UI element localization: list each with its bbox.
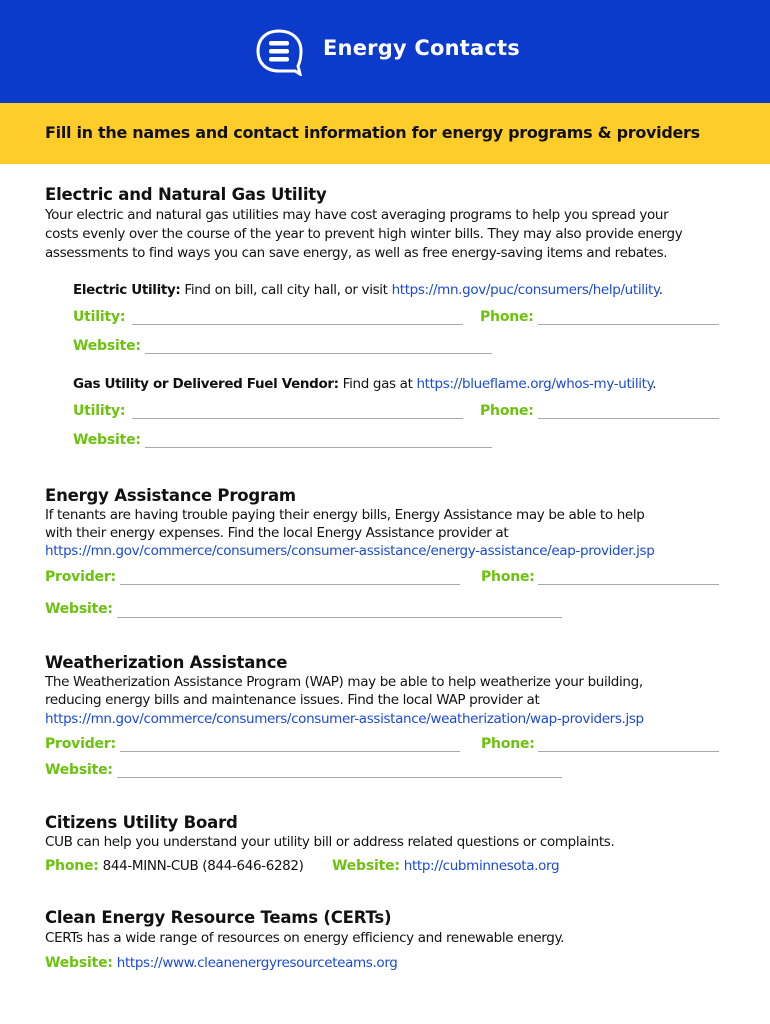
wap-website-label: Website: — [45, 762, 113, 778]
eap-phone-label: Phone: — [481, 569, 535, 585]
electric-phone-field[interactable] — [538, 324, 719, 325]
gas-phone-label: Phone: — [480, 403, 534, 419]
banner-text: Fill in the names and contact information for energy programs & providers — [45, 123, 700, 142]
certs-desc: CERTs has a wide range of resources on energy efficiency and renewable energy. — [45, 930, 565, 946]
eap-provider-label: Provider: — [45, 569, 116, 585]
electric-desc-line-2: costs evenly over the course of the year to prevent high winter bills. They may also provide energy — [45, 226, 683, 242]
electric-website-label: Website: — [73, 338, 141, 354]
electric-desc-line-1: Your electric and natural gas utilities may have cost averaging programs to help you spread your — [45, 207, 669, 223]
electric-utility-link[interactable]: https://mn.gov/puc/consumers/help/utility — [391, 282, 659, 298]
wap-provider-field[interactable] — [120, 751, 460, 752]
weatherization-desc-line-1: The Weatherization Assistance Program (WAP) may be able to help weatherize your building, — [45, 674, 643, 690]
cub-website-line — [332, 857, 559, 876]
cub-phone-label: Phone: — [45, 858, 99, 874]
electric-phone-label: Phone: — [480, 309, 534, 325]
certs-website-line — [45, 954, 398, 973]
eap-website-field[interactable] — [117, 617, 562, 618]
weatherization-desc-line-2: reducing energy bills and maintenance issues. Find the local WAP provider at — [45, 692, 540, 708]
cub-contact-line — [45, 857, 304, 876]
gas-utility-link[interactable]: https://blueflame.org/whos-my-utility — [416, 376, 653, 392]
instruction-banner — [0, 103, 770, 164]
section-heading-energy-assistance: Energy Assistance Program — [45, 486, 296, 505]
electric-utility-field[interactable] — [132, 324, 463, 325]
electric-utility-hint: Electric Utility: Find on bill, call city hall, or visit https://mn.gov/puc/consumers/help/utility. — [73, 282, 663, 298]
gas-phone-field[interactable] — [538, 418, 719, 419]
section-heading-certs: Clean Energy Resource Teams (CERTs) — [45, 908, 392, 927]
certs-website-link[interactable]: https://www.cleanenergyresourceteams.org — [116, 955, 398, 971]
chat-list-icon — [255, 28, 303, 76]
eap-provider-field[interactable] — [120, 584, 460, 585]
certs-website-label: Website: — [45, 955, 113, 971]
section-heading-cub: Citizens Utility Board — [45, 813, 238, 832]
gas-utility-hint: Gas Utility or Delivered Fuel Vendor: Find gas at https://blueflame.org/whos-my-utility. — [73, 376, 657, 392]
electric-website-field[interactable] — [145, 353, 492, 354]
wap-website-field[interactable] — [117, 777, 562, 778]
energy-assistance-desc-line-2: with their energy expenses. Find the local Energy Assistance provider at — [45, 525, 509, 541]
wap-phone-field[interactable] — [538, 751, 719, 752]
header-bar — [0, 0, 770, 103]
gas-website-label: Website: — [73, 432, 141, 448]
cub-website-label: Website: — [332, 858, 400, 874]
electric-desc-line-3: assessments to find ways you can save energy, as well as free energy-saving items and rebates. — [45, 245, 668, 261]
page-title: Energy Contacts — [323, 36, 520, 60]
cub-desc: CUB can help you understand your utility bill or address related questions or complaints. — [45, 834, 615, 850]
eap-phone-field[interactable] — [538, 584, 719, 585]
electric-utility-label: Utility: — [73, 309, 126, 325]
wap-provider-label: Provider: — [45, 736, 116, 752]
wap-phone-label: Phone: — [481, 736, 535, 752]
gas-utility-field[interactable] — [132, 418, 463, 419]
eap-website-label: Website: — [45, 601, 113, 617]
cub-website-link[interactable]: http://cubminnesota.org — [403, 858, 560, 874]
cub-phone-value: 844-MINN-CUB (844-646-6282) — [98, 858, 304, 874]
gas-utility-label: Utility: — [73, 403, 126, 419]
weatherization-link[interactable]: https://mn.gov/commerce/consumers/consumer-assistance/weatherization/wap-providers.jsp — [45, 711, 644, 727]
energy-assistance-desc-line-1: If tenants are having trouble paying their energy bills, Energy Assistance may be able to help — [45, 507, 645, 523]
gas-website-field[interactable] — [145, 447, 492, 448]
section-heading-electric: Electric and Natural Gas Utility — [45, 185, 327, 204]
section-heading-weatherization: Weatherization Assistance — [45, 653, 288, 672]
energy-assistance-link[interactable]: https://mn.gov/commerce/consumers/consumer-assistance/energy-assistance/eap-provider.jsp — [45, 543, 655, 559]
